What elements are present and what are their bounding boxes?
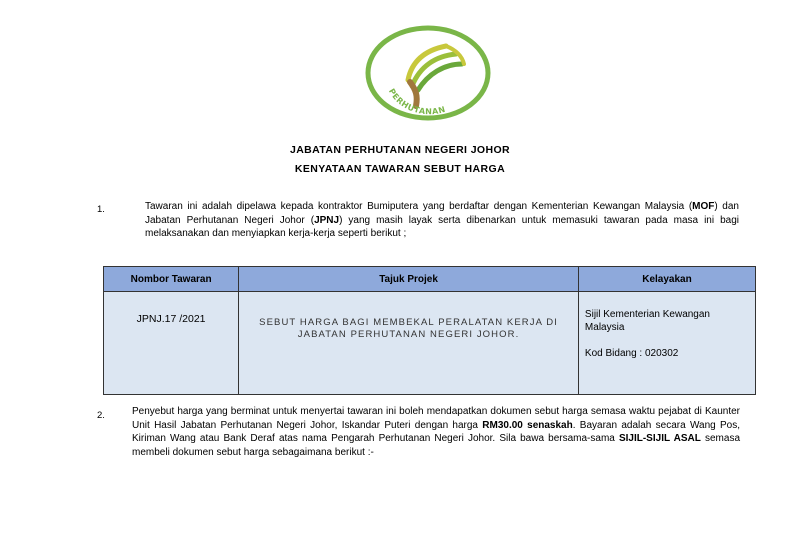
header-tajuk-projek: Tajuk Projek [239, 267, 579, 292]
section-2-number: 2. [97, 410, 105, 421]
mof-label: MOF [692, 201, 715, 212]
jpnj-label: JPNJ [314, 214, 340, 226]
certificates-label: SIJIL-SIJIL ASAL [618, 433, 701, 444]
qualification-cell [578, 292, 755, 395]
department-heading: JABATAN PERHUTANAN NEGERI JOHOR [289, 144, 511, 156]
section-1-paragraph: Tawaran ini adalah dipelawa kepada kontraktor Bumiputera yang berdaftar dengan Kementerian Kewangan Malaysia (MOF) dan Jabatan Perhutanan Negeri Johor (JPNJ) yang masih layak serta dibenarkan untuk memasuki tawaran pada masa ini bagi melaksanakan dan menyiapkan kerja-kerja seperti berikut ; [145, 201, 739, 239]
tender-number: JPNJ.17 /2021 [104, 292, 239, 395]
section-1-number: 1. [97, 204, 105, 215]
qualification-text: Sijil Kementerian Kewangan Malaysia [584, 309, 710, 333]
section-2-paragraph: Penyebut harga yang berminat untuk menyertai tawaran ini boleh mendapatkan dokumen sebut harga semasa waktu pejabat di Kaunter Unit Hasil Jabatan Perhutanan Negeri Johor, Iskandar Puteri dengan harga RM30.00 senaskah. Bayaran adalah secara Wang Pos, Kiriman Wang atau Bank Deraf atas nama Pengarah Perhutanan Negeri Johor. Sila bawa bersama-sama SIJIL-SIJIL ASAL semasa membeli dokumen sebut harga sebagaimana berikut :- [132, 406, 741, 458]
tender-table [103, 266, 756, 395]
forestry-logo [364, 24, 492, 122]
page-title: KENYATAAN TAWARAN SEBUT HARGA [294, 163, 506, 175]
field-code: Kod Bidang : 020302 [584, 348, 679, 359]
table-header-row [104, 267, 756, 292]
table-row [104, 292, 756, 395]
project-title: SEBUT HARGA BAGI MEMBEKAL PERALATAN KERJA DI JABATAN PERHUTANAN NEGERI JOHOR. [239, 292, 579, 395]
logo-text: PERHUTANAN [386, 87, 447, 117]
header-kelayakan: Kelayakan [578, 267, 755, 292]
header-nombor-tawaran: Nombor Tawaran [104, 267, 239, 292]
price-label: RM30.00 senaskah [482, 419, 573, 431]
